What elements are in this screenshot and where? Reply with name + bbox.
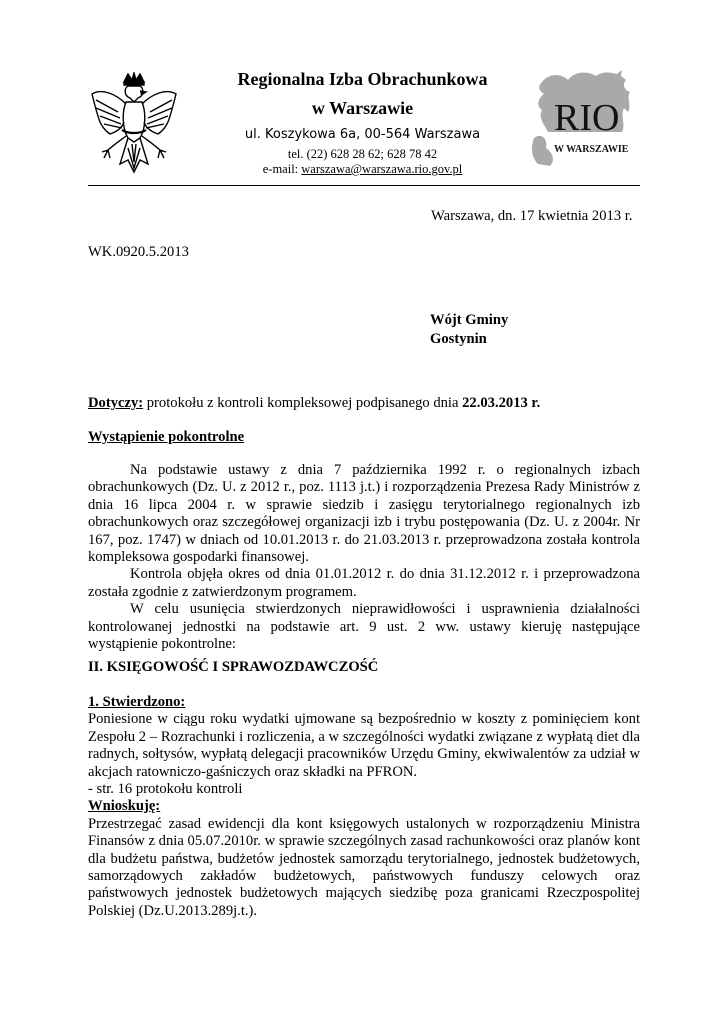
subject-text: protokołu z kontroli kompleksowej podpisanego dnia xyxy=(143,395,463,411)
recommendation-text: Przestrzegać zasad ewidencji dla kont księgowych ustalonych w rozporządzeniu Ministra Finansów z dnia 05.07.2010r. w sprawie szczególnych zasad rachunkowości oraz planów kont dla budżetu państwa, budżetów jednostek samorządu terytorialnego, jednostek budżetowych, samorządowych zakładów budżetowych, państwowych funduszy celowych oraz państwowych jednostek budżetowych mających siedzibę poza granicami Rzeczpospolitej Polskiej (Dz.U.2013.289j.t.). xyxy=(88,815,640,919)
intro-body xyxy=(88,462,640,653)
recipient-line1: Wójt Gminy xyxy=(430,312,509,328)
recipient xyxy=(430,311,508,349)
section-title: II. KSIĘGOWOŚĆ I SPRAWOZDAWCZOŚĆ xyxy=(88,659,379,675)
paragraph-2: Kontrola objęła okres od dnia 01.01.2012 r. do dnia 31.12.2012 r. i przeprowadzona została zgodnie z zatwierdzonym programem. xyxy=(88,566,640,600)
reference-number: WK.0920.5.2013 xyxy=(88,244,189,260)
email-label: e-mail: xyxy=(262,162,302,176)
letter-date: Warszawa, dn. 17 kwietnia 2013 r. xyxy=(431,208,633,224)
finding-heading: 1. Stwierdzono: xyxy=(88,694,186,710)
letterhead xyxy=(200,68,525,177)
subject-line xyxy=(88,395,648,412)
email-link[interactable]: warszawa@warszawa.rio.gov.pl xyxy=(301,162,463,176)
org-city: w Warszawie xyxy=(311,98,414,118)
letter-heading: Wystąpienie pokontrolne xyxy=(88,429,245,445)
rio-logo-icon xyxy=(528,68,640,168)
subject-date: 22.03.2013 r. xyxy=(462,395,541,411)
recommendation-heading: Wnioskuję: xyxy=(88,798,161,815)
org-name: Regionalna Izba Obrachunkowa xyxy=(237,69,488,89)
logo-text-sub: W WARSZAWIE xyxy=(554,144,629,155)
recipient-line2: Gostynin xyxy=(430,331,487,347)
org-address: ul. Koszykowa 6a, 00-564 Warszawa xyxy=(244,127,481,142)
subject-label: Dotyczy: xyxy=(88,395,144,411)
logo-text-main: RIO xyxy=(554,97,620,139)
header-divider xyxy=(88,185,640,186)
finding-text: Poniesione w ciągu roku wydatki ujmowane są bezpośrednio w koszty z pominięciem kont Zespołu 2 – Rozrachunki i rozliczenia, a w szczególności wydatki związane z wypłatą diet dla radnych, sołtysów, wypłatą delegacji pracowników Urzędu Gminy, ekwiwalentów za udział w akcjach ratowniczo-gaśniczych oraz składki na PFRON. xyxy=(88,711,640,780)
finding-reference: - str. 16 protokołu kontroli xyxy=(88,781,243,798)
paragraph-1: Na podstawie ustawy z dnia 7 października 1992 r. o regionalnych izbach obrachunkowych (Dz. U. z 2012 r., poz. 1113 j.t.) i rozporządzenia Prezesa Rady Ministrów z dnia 16 lipca 2004 r. w sprawie siedzib i zasięgu terytorialnego regionalnych izb obrachunkowych oraz szczegółowej organizacji izb i trybu postępowania (Dz. U. z 2004r. Nr 167, poz. 1747) w dniach od 10.01.2013 r. do 21.03.2013 r. przeprowadzona została kontrola kompleksowa gospodarki finansowej. xyxy=(88,462,640,566)
paragraph-3: W celu usunięcia stwierdzonych nieprawidłowości i usprawnienia działalności kontrolowanej jednostki na podstawie art. 9 ust. 2 ww. ustawy kieruję następujące wystąpienie pokontrolne: xyxy=(88,601,640,653)
org-email-line xyxy=(200,162,525,177)
polish-eagle-emblem-icon xyxy=(88,72,180,184)
org-phone: tel. (22) 628 28 62; 628 78 42 xyxy=(287,147,438,161)
findings-block xyxy=(88,694,640,920)
